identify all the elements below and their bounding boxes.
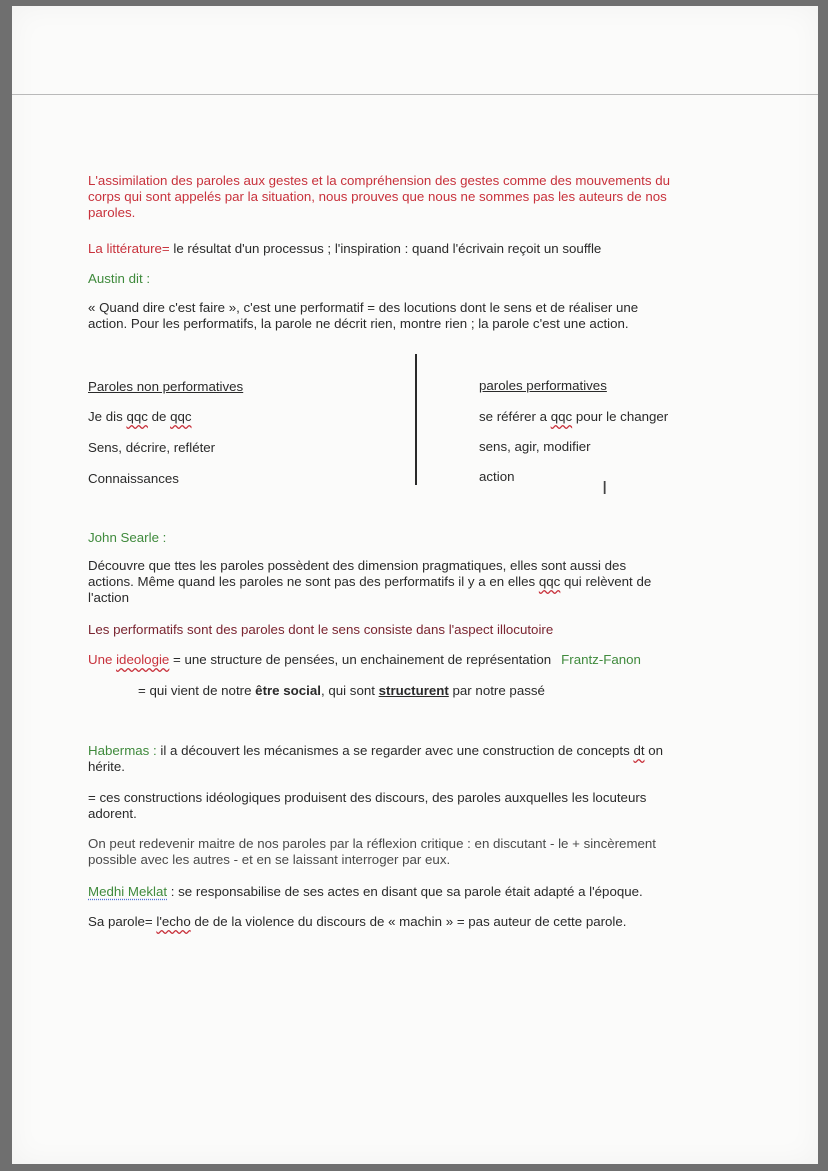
paragraph-performatifs: Les performatifs sont des paroles dont le sens consiste dans l'aspect illocutoire	[88, 622, 554, 637]
right-row-3: action	[479, 469, 515, 484]
right-column-header: paroles performatives	[479, 378, 607, 393]
left-row-2: Sens, décrire, refléter	[88, 440, 216, 455]
heading-searle: John Searle :	[88, 530, 167, 545]
left-row-1: Je dis qqc de qqc	[88, 409, 192, 424]
document-page	[12, 6, 818, 1164]
paragraph-ideologie: Une ideologie = une structure de pensées, un enchainement de représentation Frantz-Fanon	[88, 652, 641, 667]
paragraph-echo: Sa parole= l'echo de de la violence du discours de « machin » = pas auteur de cette parole.	[88, 914, 627, 929]
paragraph-assimilation: L'assimilation des paroles aux gestes et la compréhension des gestes comme des mouvements du corps qui sont appelés par la situation, nous prouves que nous ne sommes pas les auteurs de nos paroles.	[88, 173, 670, 220]
paragraph-searle: Découvre que ttes les paroles possèdent des dimension pragmatiques, elles sont aussi des actions. Même quand les paroles ne sont pas des performatifs il y a en elles qqc qui relèvent de l'action	[88, 558, 652, 605]
paragraph-austin: « Quand dire c'est faire », c'est une performatif = des locutions dont le sens et de réaliser une action. Pour les performatifs, la parole ne décrit rien, montre rien ; la parole c'est une action.	[88, 300, 639, 331]
paragraph-maitre: On peut redevenir maitre de nos paroles par la réflexion critique : en discutant - le + sincèrement possible avec les autres - et en se laissant interroger par eux.	[88, 836, 657, 867]
column-divider	[415, 354, 417, 485]
right-row-1: se référer a qqc pour le changer	[479, 409, 669, 424]
paragraph-meklat: Medhi Meklat : se responsabilise de ses actes en disant que sa parole était adapté a l'époque.	[88, 884, 643, 899]
paragraph-constructions: = ces constructions idéologiques produisent des discours, des paroles auxquelles les locuteurs adorent.	[88, 790, 647, 821]
heading-austin: Austin dit :	[88, 271, 151, 286]
text-cursor-icon: Ⅰ	[602, 478, 608, 499]
paragraph-habermas: Habermas : il a découvert les mécanismes a se regarder avec une construction de concepts dt on hérite.	[88, 743, 664, 774]
paragraph-litterature: La littérature= le résultat d'un processus ; l'inspiration : quand l'écrivain reçoit un souffle	[88, 241, 602, 256]
left-column-header: Paroles non performatives	[88, 379, 244, 394]
paragraph-social: = qui vient de notre être social, qui sont structurent par notre passé	[138, 683, 545, 698]
left-row-3: Connaissances	[88, 471, 179, 486]
header-divider	[12, 94, 818, 95]
right-row-2: sens, agir, modifier	[479, 439, 591, 454]
